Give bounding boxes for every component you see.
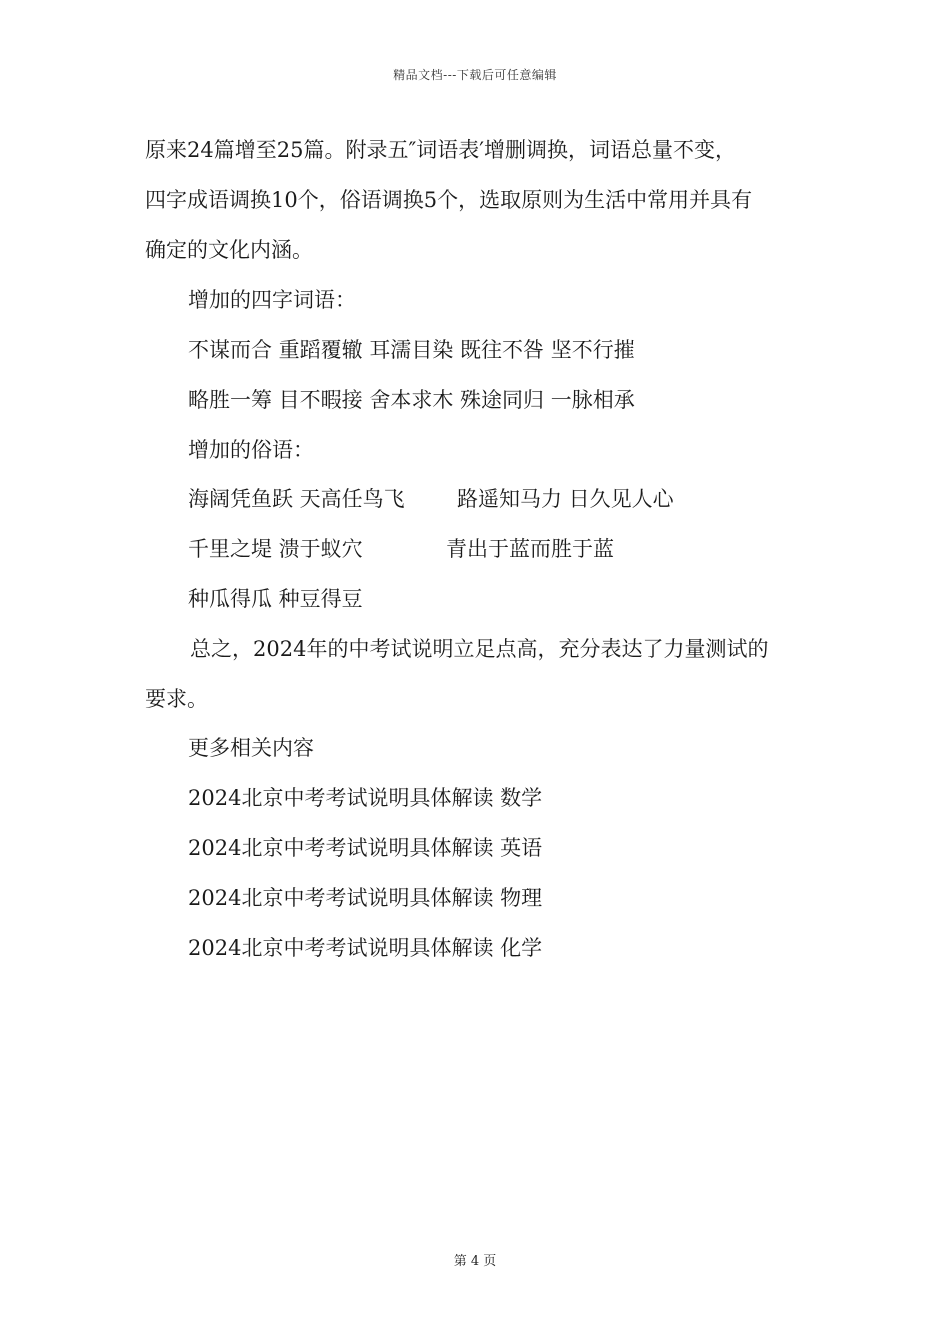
idioms-row: 略胜一筹 目不暇接 舍本求木 殊途同归 一脉相承	[188, 388, 635, 412]
related-link-math[interactable]: 2024北京中考考试说明具体解读 数学	[188, 786, 543, 810]
proverb: 种瓜得瓜 种豆得豆	[188, 587, 363, 611]
summary-line: 要求。	[145, 687, 208, 711]
proverbs-heading: 增加的俗语：	[188, 438, 314, 462]
related-link-chemistry[interactable]: 2024北京中考考试说明具体解读 化学	[188, 936, 543, 960]
paragraph-line: 原来24篇增至25篇。附录五″词语表′增删调换，词语总量不变，	[145, 138, 737, 162]
summary-line: 总之，2024年的中考试说明立足点高，充分表达了力量测试的	[190, 637, 769, 661]
proverb: 青出于蓝而胜于蓝	[446, 537, 614, 561]
related-link-physics[interactable]: 2024北京中考考试说明具体解读 物理	[188, 886, 543, 910]
page-number: 第 4 页	[453, 1254, 497, 1269]
proverb: 海阔凭鱼跃 天高任鸟飞	[188, 487, 405, 511]
page-header: 精品文档---下载后可任意编辑	[393, 68, 557, 82]
proverb: 千里之堤 溃于蚁穴	[188, 537, 363, 561]
idioms-heading: 增加的四字词语：	[188, 288, 356, 312]
idioms-row: 不谋而合 重蹈覆辙 耳濡目染 既往不咎 坚不行摧	[188, 338, 635, 362]
proverb: 路遥知马力 日久见人心	[457, 487, 674, 511]
paragraph-line: 四字成语调换10个，俗语调换5个，选取原则为生活中常用并具有	[145, 188, 753, 212]
paragraph-line: 确定的文化内涵。	[145, 238, 313, 262]
related-link-english[interactable]: 2024北京中考考试说明具体解读 英语	[188, 836, 543, 860]
related-heading: 更多相关内容	[188, 736, 314, 760]
